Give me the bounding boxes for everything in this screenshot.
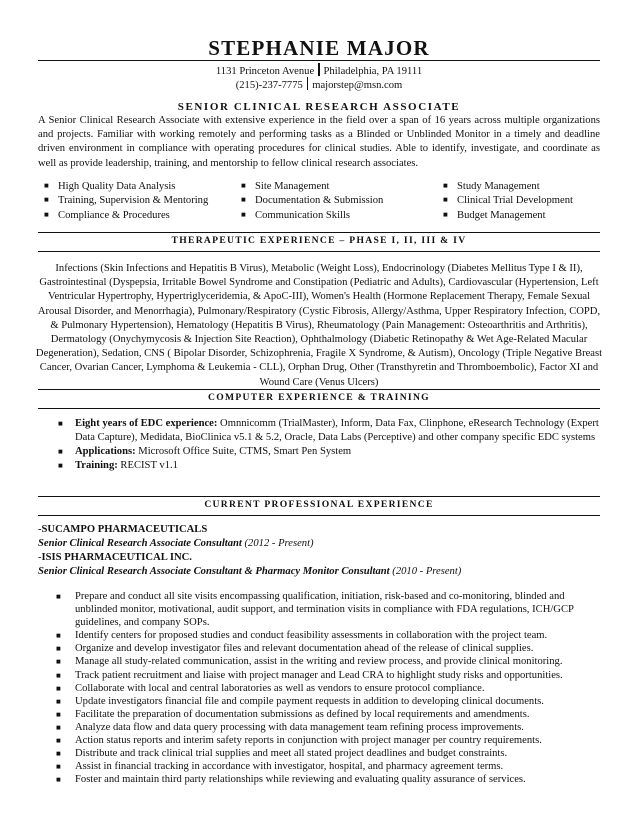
bullet-icon: ■ (44, 209, 49, 219)
bullet-icon: ■ (56, 644, 61, 654)
bullet-icon: ■ (241, 195, 246, 205)
list-item: ■ Update investigators financial file and compile payment requests in addition to developing clinical documents. (56, 695, 544, 707)
company-name: -ISIS PHARMACEUTICAL INC. (38, 552, 192, 563)
bullet-icon: ■ (443, 181, 448, 190)
duties-list (56, 590, 602, 786)
bullet-icon: ■ (56, 657, 61, 667)
job-role: Senior Clinical Research Associate Consultant (2012 - Present) (38, 538, 314, 549)
bullet-icon: ■ (241, 209, 246, 219)
therapeutic-heading-box (38, 232, 600, 252)
bullet-icon: ■ (443, 195, 448, 205)
list-item: ■ Eight years of EDC experience: Omnnicomm (TrialMaster), Inform, Data Fax, Clinphone, eResearch Technology (Expert Data Capture), Medidata, BioClinica v5.1 & 5.2, Oracle, Data Labs (Perceptive) and other company specific EDC systems (58, 418, 599, 443)
skill-item: ■ Site Management (241, 181, 330, 192)
therapeutic-heading: THERAPEUTIC EXPERIENCE – PHASE I, II, III & IV (171, 235, 467, 246)
city-state-zip: Philadelphia, PA 19111 (323, 66, 423, 77)
contact-phone-line (0, 77, 638, 93)
list-item: ■ Identify centers for proposed studies and conduct feasibility assessments in collaboration with the project team. (56, 630, 548, 642)
bullet-icon: ■ (56, 683, 61, 693)
skill-item: ■ Study Management (443, 181, 540, 192)
bullet-icon: ■ (58, 447, 63, 456)
bullet-icon: ■ (56, 762, 61, 772)
skills-column-3 (443, 179, 573, 222)
skill-item: ■ Documentation & Submission (241, 195, 384, 207)
current-heading-box (38, 496, 600, 516)
phone-number: (215)-237-7775 (235, 80, 303, 91)
bullet-icon: ■ (443, 209, 448, 219)
computer-heading-box (38, 389, 600, 409)
header-rule (38, 60, 600, 61)
bullet-icon: ■ (58, 419, 63, 428)
skills-column-1 (44, 179, 208, 222)
list-item: ■ Track patient recruitment and liaise with project manager and Lead CRA to highlight study risks and opportunities. (56, 669, 563, 681)
bullet-icon: ■ (56, 749, 61, 759)
summary-paragraph: A Senior Clinical Research Associate with extensive experience in the field over a span of 16 years across multiple organizations and projects. Familiar with working remotely and performing tasks as a Blinded or Unblinded Monitor in a timely and deadline driven environment in compliance with operating procedures for clinical studies. Able to identify, investigate, and coordinate as well as provide leadership, training, and mentorship to fellow clinical research associates. (38, 115, 600, 169)
separator (307, 77, 308, 90)
professional-title: SENIOR CLINICAL RESEARCH ASSOCIATE (177, 101, 461, 113)
bullet-icon: ■ (241, 181, 246, 190)
list-item: ■ Distribute and track clinical trial supplies and meet all stated project deadlines and budget constraints. (56, 748, 508, 760)
list-item: ■ Facilitate the preparation of documentation submissions as defined by local requirements and amendments. (56, 708, 530, 720)
company-name: -SUCAMPO PHARMACEUTICALS (38, 524, 208, 535)
bullet-icon: ■ (56, 696, 61, 706)
bullet-icon: ■ (56, 670, 61, 680)
bullet-icon: ■ (56, 736, 61, 746)
list-item: ■ Manage all study-related communication, assist in the writing and review process, and provide clinical monitoring. (56, 656, 563, 668)
skill-item: ■ Training, Supervision & Mentoring (44, 195, 209, 207)
bullet-icon: ■ (58, 461, 63, 470)
list-item: ■ Action status reports and interim safety reports in conjunction with project manager per country requirements. (56, 735, 542, 747)
bullet-icon: ■ (56, 631, 61, 641)
bullet-icon: ■ (56, 709, 61, 719)
current-experience-companies (38, 523, 600, 579)
skill-item: ■ Budget Management (443, 209, 546, 221)
computer-experience-list (58, 417, 600, 473)
list-item: ■ Analyze data flow and data query processing with data management team refining process improvements. (56, 721, 524, 733)
skill-item: ■ High Quality Data Analysis (44, 181, 176, 192)
therapeutic-experience-text: Infections (Skin Infections and Hepatitis B Virus), Metabolic (Weight Loss), Endocrinology (Diabetes Mellitus Type I & II), Gastrointestinal (Dyspepsia, Irritable Bowel Syndrome and Constipation (Pediatric and Adults), Cardiovascular (Hypertension, Left Ventricular Hypertrophy, Hypertriglyceridemia, & ApoC-III), Women's Health (Hormone Replacement Therapy, Female Sexual Arousal Disorder, and Menorrhagia), Pulmonary/Respiratory (Cystic Fibrosis, Allergy/Asthma, Upper Respiratory Infection, COPD, & Pulmonary Hypertension), Hematology (Hepatitis B Virus), Rheumatology (Pain Management: Osteoarthritis and Arthritis), Dermatology (Onychymycosis & Injection Site Reaction), Ophthalmology (Diabetic Retinopathy & Wet Age-Related Macular Degeneration), Sedation, CNS ( Bipolar Disorder, Schizophrenia, Fragile X Syndrome, & Autism), Oncology (Triple Negative Breast Cancer, Ovarian Cancer, Lymphoma & Leukemia - CLL), Orphan Drug, Other (Transthyretin and Thromboembolic), Factor XI and Wound Care (Venus Ulcers) (35, 263, 603, 388)
list-item: ■ Foster and maintain third party relationships while reviewing and evaluating quality assurance of services. (56, 774, 526, 786)
separator (318, 63, 319, 76)
list-item: ■ Collaborate with local and central laboratories as well as vendors to ensure protocol compliance. (56, 682, 485, 694)
skills-column-2 (241, 179, 383, 222)
bullet-icon: ■ (56, 592, 61, 601)
list-item: ■ Applications: Microsoft Office Suite, CTMS, Smart Pen System (58, 446, 352, 457)
bullet-icon: ■ (56, 722, 61, 732)
list-item: ■ Prepare and conduct all site visits encompassing qualification, initiation, risk-based and co-monitoring, blinded and unblinded monitor, motivational, audit support, and termination visits in compliance with FDA regulations, ICH/GCP guidelines, and company SOPs. (56, 591, 574, 629)
street-address: 1131 Princeton Avenue (215, 66, 315, 77)
candidate-name: STEPHANIE MAJOR (208, 36, 430, 60)
skill-item: ■ Communication Skills (241, 209, 351, 221)
email-address: majorstep@msn.com (312, 80, 403, 91)
computer-heading: COMPUTER EXPERIENCE & TRAINING (208, 392, 430, 403)
job-role: Senior Clinical Research Associate Consultant & Pharmacy Monitor Consultant (2010 - Present) (38, 566, 462, 577)
list-item: ■ Training: RECIST v1.1 (58, 460, 178, 471)
skill-item: ■ Compliance & Procedures (44, 209, 170, 221)
bullet-icon: ■ (44, 195, 49, 205)
list-item: ■ Organize and develop investigator files and relevant documentation ahead of the release of clinical supplies. (56, 643, 534, 655)
bullet-icon: ■ (56, 775, 61, 785)
list-item: ■ Assist in financial tracking in accordance with investigator, hospital, and pharmacy agreement terms. (56, 761, 504, 773)
skill-item: ■ Clinical Trial Development (443, 195, 573, 207)
bullet-icon: ■ (44, 181, 49, 190)
current-heading: CURRENT PROFESSIONAL EXPERIENCE (204, 499, 434, 510)
